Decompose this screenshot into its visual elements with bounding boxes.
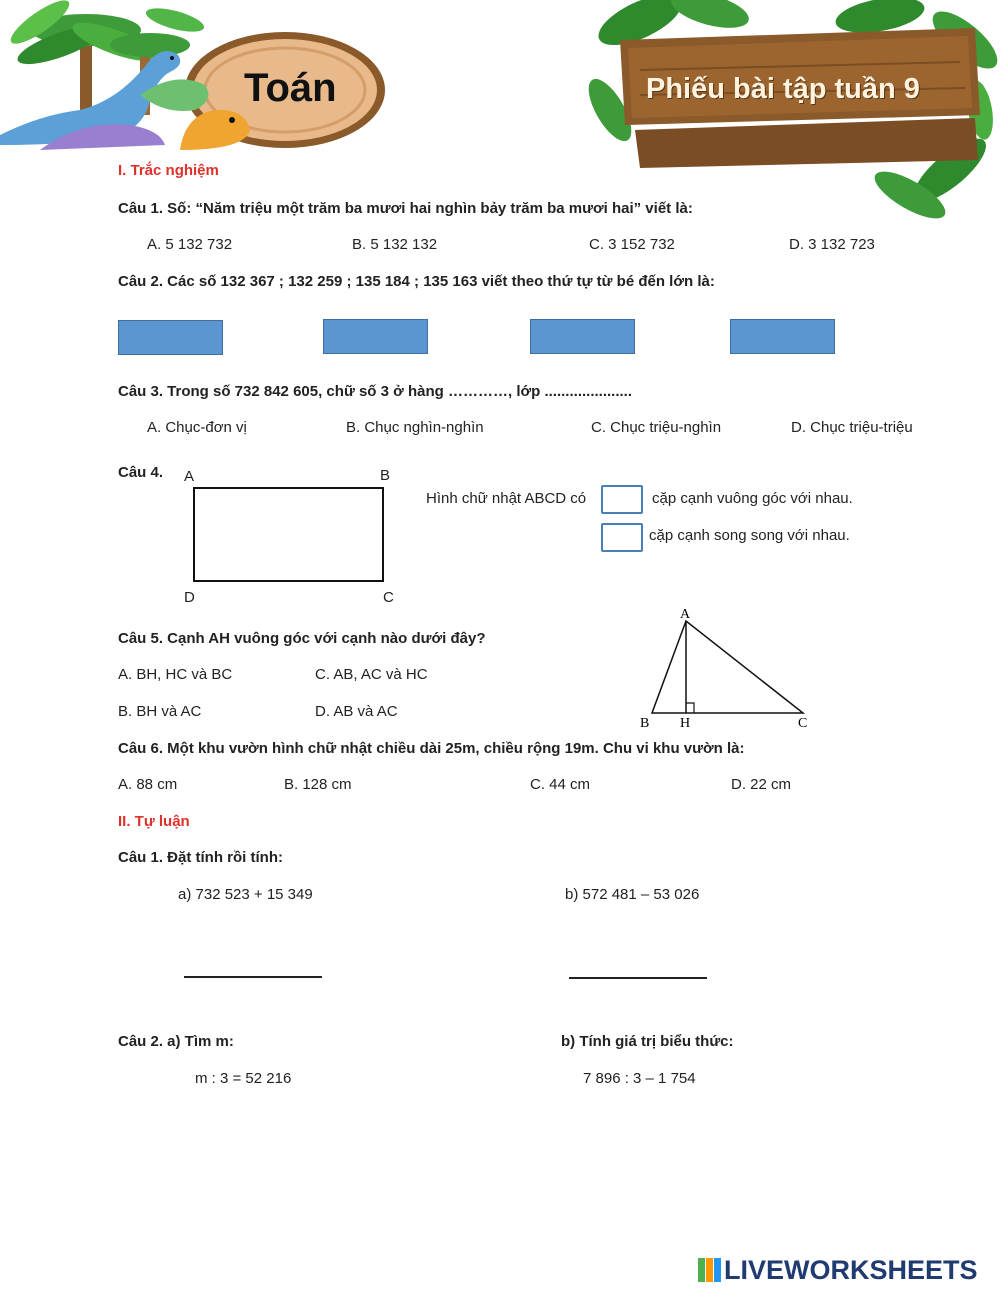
q4-statement2-tail: cặp cạnh song song với nhau. xyxy=(649,527,850,544)
rect-vertex-a: A xyxy=(184,468,195,485)
rect-vertex-d: D xyxy=(184,589,195,606)
q4-parallel-input[interactable] xyxy=(601,523,643,552)
section2-title: II. Tự luận xyxy=(118,813,190,830)
q5-option-a[interactable]: A. BH, HC và BC xyxy=(118,666,233,683)
q6-option-a[interactable]: A. 88 cm xyxy=(118,776,178,793)
rect-vertex-b: B xyxy=(380,467,391,484)
q5-option-b[interactable]: B. BH và AC xyxy=(118,703,202,720)
essay-q2b-title: b) Tính giá trị biểu thức: xyxy=(561,1033,734,1050)
q3-option-d[interactable]: D. Chục triệu-triệu xyxy=(791,419,913,436)
q6-option-c[interactable]: C. 44 cm xyxy=(530,776,591,793)
rectangle-abcd xyxy=(193,487,384,582)
q4-label: Câu 4. xyxy=(118,464,164,481)
q2-answer-box-1[interactable] xyxy=(118,320,223,355)
q3-text: Câu 3. Trong số 732 842 605, chữ số 3 ở hàng …………, lớp ..................... xyxy=(118,383,632,400)
q1-option-d[interactable]: D. 3 132 723 xyxy=(789,236,875,253)
essay-q1-answer-line-a[interactable] xyxy=(184,976,322,978)
q5-option-d[interactable]: D. AB và AC xyxy=(315,703,398,720)
worksheet-title: Phiếu bài tập tuần 9 xyxy=(646,73,920,105)
essay-q2a-title: Câu 2. a) Tìm m: xyxy=(118,1033,234,1050)
q3-option-a[interactable]: A. Chục-đơn vị xyxy=(147,419,247,436)
essay-q2b-expression: 7 896 : 3 – 1 754 xyxy=(583,1070,696,1087)
rect-vertex-c: C xyxy=(383,589,394,606)
q4-perpendicular-input[interactable] xyxy=(601,485,643,514)
q4-statement1-tail: cặp cạnh vuông góc với nhau. xyxy=(652,490,853,507)
q6-option-d[interactable]: D. 22 cm xyxy=(731,776,792,793)
q4-statement1: Hình chữ nhật ABCD có xyxy=(426,490,587,507)
q5-text: Câu 5. Cạnh AH vuông góc với cạnh nào dưới đây? xyxy=(118,630,486,647)
right-angle-mark xyxy=(686,703,694,713)
subject-title: Toán xyxy=(244,66,337,110)
triangle-vertex-c: C xyxy=(798,716,808,731)
footer-brand: LIVEWORKSHEETS xyxy=(724,1255,978,1285)
q6-text: Câu 6. Một khu vườn hình chữ nhật chiều dài 25m, chiều rộng 19m. Chu vi khu vườn là: xyxy=(118,740,745,757)
q1-option-c[interactable]: C. 3 152 732 xyxy=(589,236,675,253)
header-right-illustration xyxy=(580,0,1000,225)
essay-q1-answer-line-b[interactable] xyxy=(569,977,707,979)
q3-option-b[interactable]: B. Chục nghìn-nghìn xyxy=(346,419,484,436)
triangle-vertex-h: H xyxy=(680,716,691,731)
q6-option-b[interactable]: B. 128 cm xyxy=(284,776,352,793)
q1-text: Câu 1. Số: “Năm triệu một trăm ba mươi hai nghìn bảy trăm ba mươi hai” viết là: xyxy=(118,200,693,217)
section1-title: I. Trắc nghiệm xyxy=(118,162,219,179)
q3-option-c[interactable]: C. Chục triệu-nghìn xyxy=(591,419,722,436)
q2-text: Câu 2. Các số 132 367 ; 132 259 ; 135 184 ; 135 163 viết theo thứ tự từ bé đến lớn là: xyxy=(118,273,715,290)
q2-answer-box-2[interactable] xyxy=(323,319,428,354)
q1-option-a[interactable]: A. 5 132 732 xyxy=(147,236,233,253)
q2-answer-box-4[interactable] xyxy=(730,319,835,354)
liveworksheets-logo-icon xyxy=(698,1258,722,1282)
essay-q1-part-a: a) 732 523 + 15 349 xyxy=(178,886,313,903)
triangle-vertex-b: B xyxy=(640,716,650,731)
triangle-abc-diagram xyxy=(635,603,820,733)
essay-q2a-expression: m : 3 = 52 216 xyxy=(195,1070,292,1087)
q2-answer-box-3[interactable] xyxy=(530,319,635,354)
essay-q1-text: Câu 1. Đặt tính rồi tính: xyxy=(118,849,283,866)
triangle-abc xyxy=(652,621,803,713)
triangle-vertex-a: A xyxy=(680,607,691,622)
essay-q1-part-b: b) 572 481 – 53 026 xyxy=(565,886,700,903)
q1-option-b[interactable]: B. 5 132 132 xyxy=(352,236,438,253)
q5-option-c[interactable]: C. AB, AC và HC xyxy=(315,666,428,683)
header-left-illustration xyxy=(0,0,400,160)
